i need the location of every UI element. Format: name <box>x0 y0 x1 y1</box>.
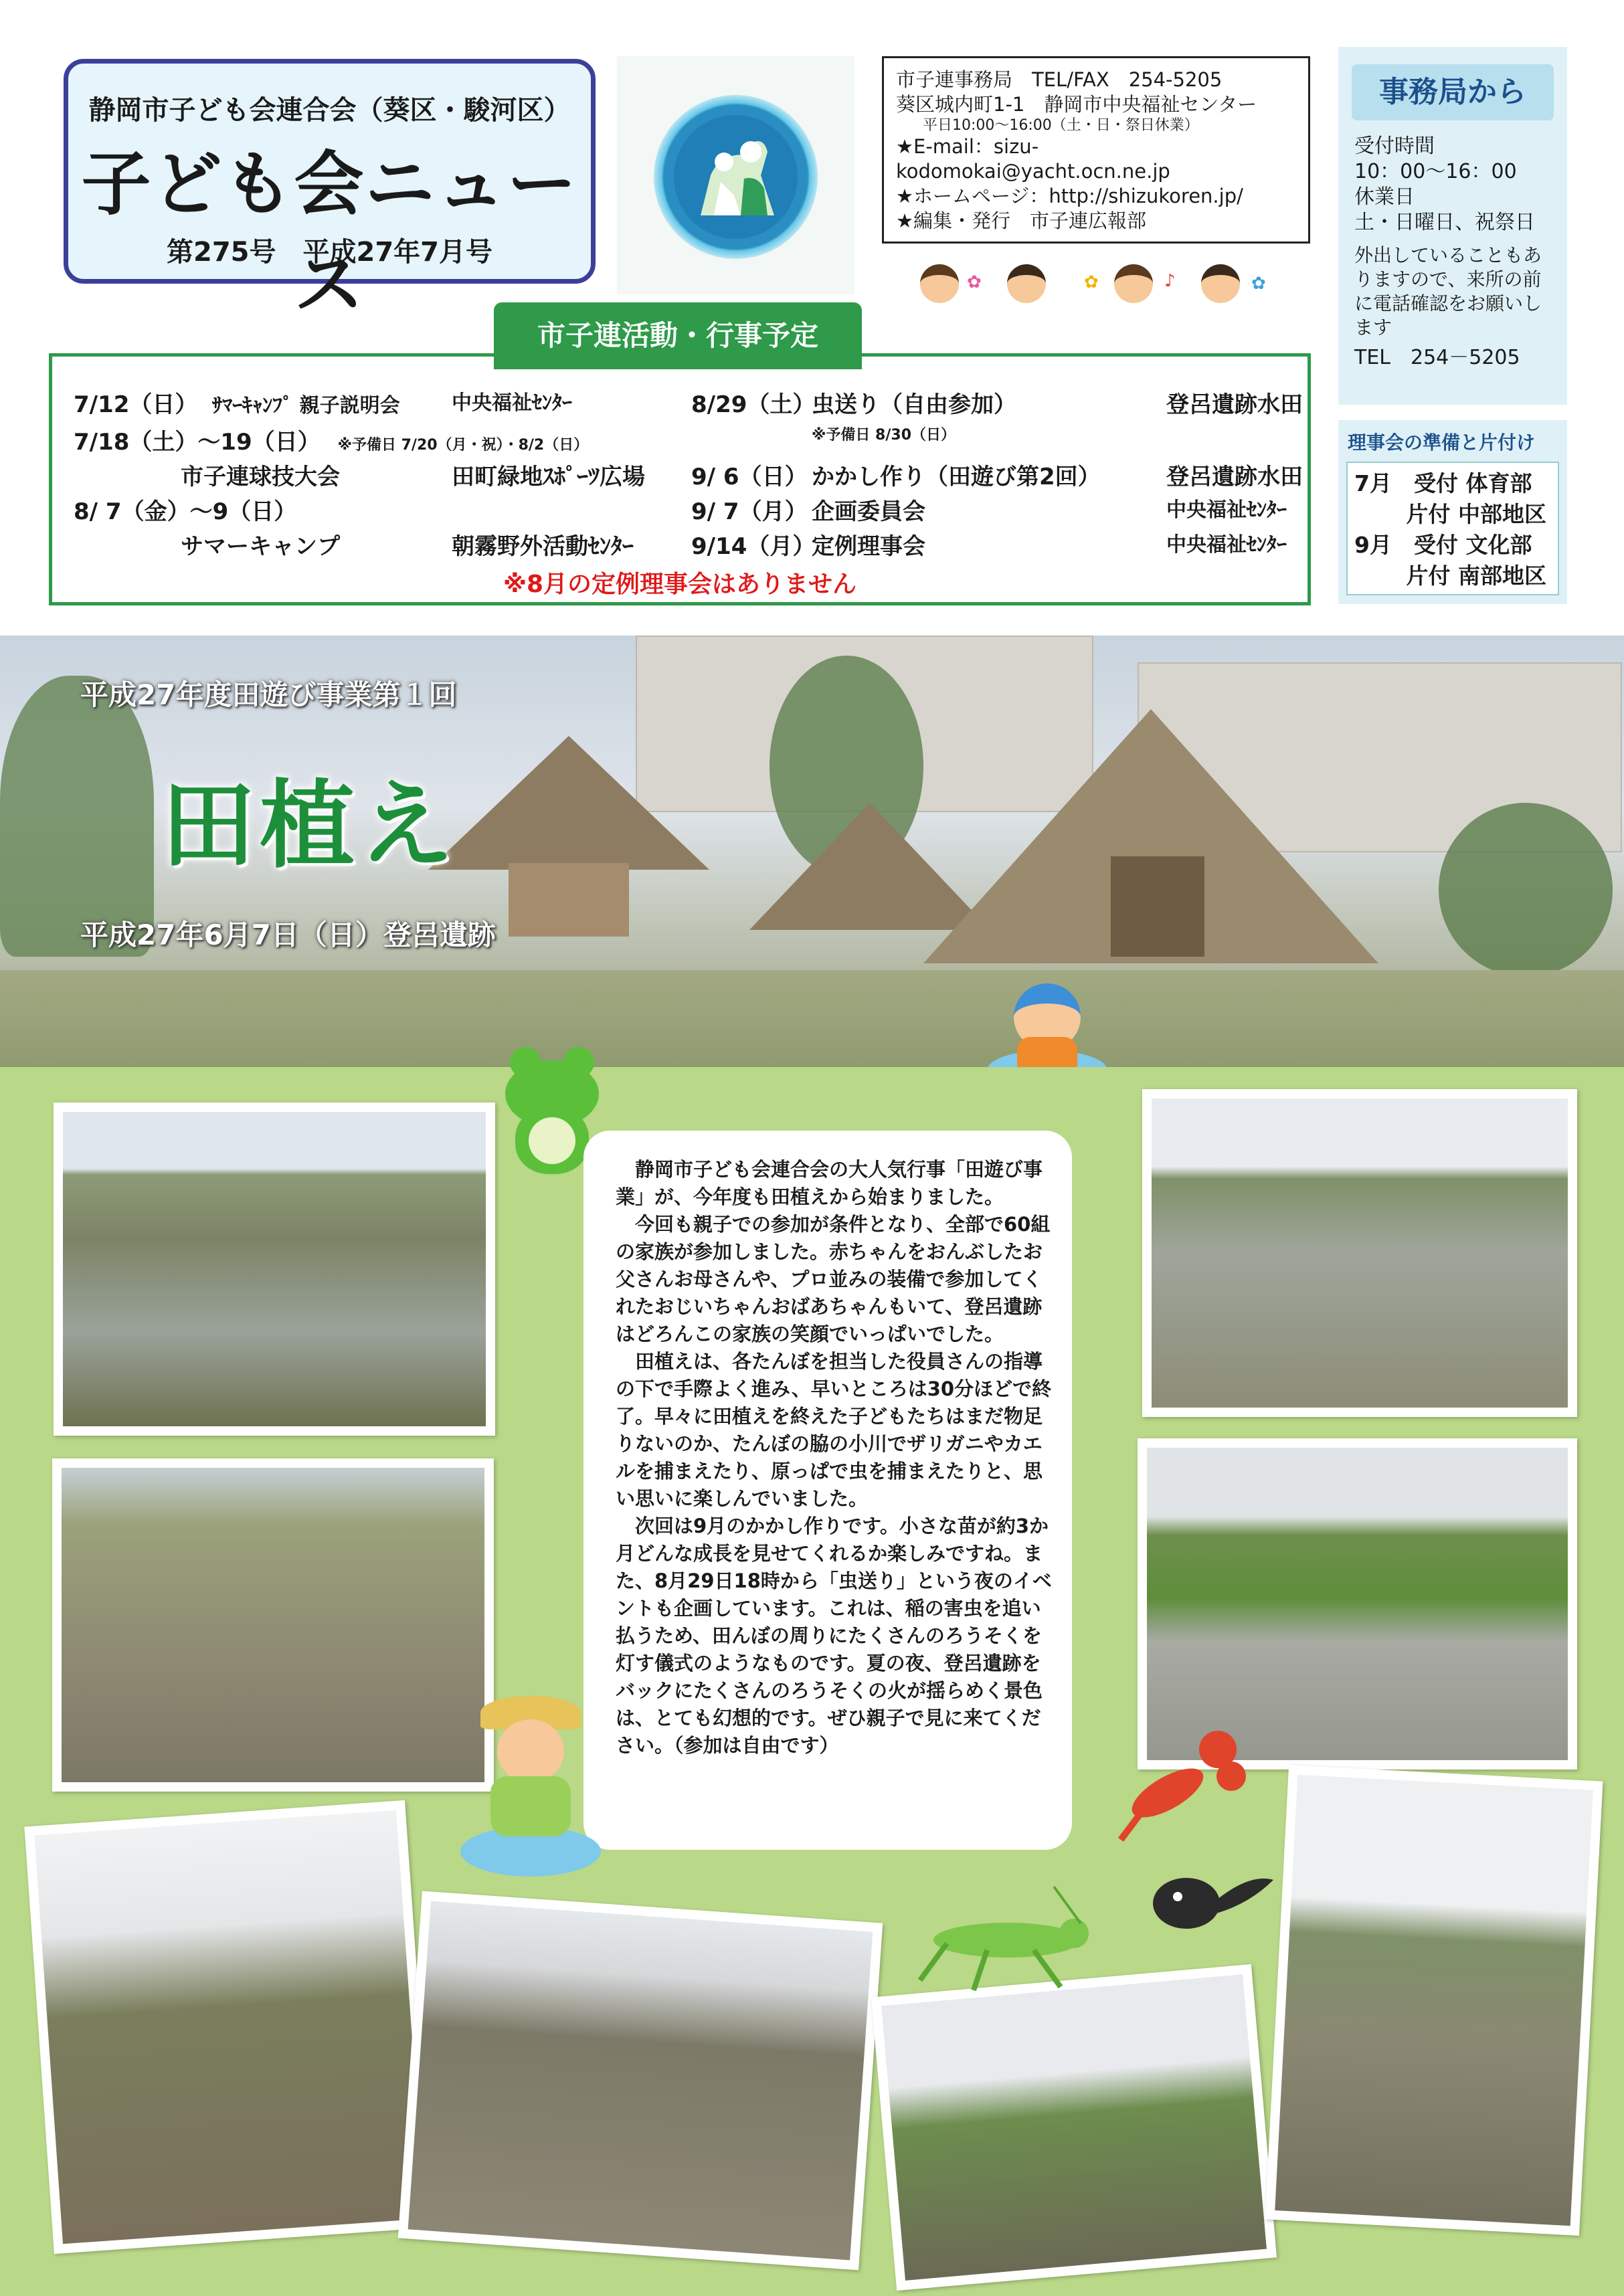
hut-doorway <box>1111 856 1204 957</box>
office-notice-panel <box>1338 47 1567 405</box>
schedule-note: ※予備日 7/20（月・祝）・8/2（日） <box>337 437 589 454</box>
flower-icon: ✿ <box>1251 274 1266 294</box>
reception-hours-label: 受付時間 <box>1354 134 1435 158</box>
duty-row: 9月 受付 文化部 <box>1354 532 1532 558</box>
photo-children-paddy <box>1265 1765 1603 2236</box>
schedule-note: ※予備日 8/30（日） <box>812 427 956 444</box>
board-duty-panel <box>1338 420 1567 604</box>
closed-days-value: 土・日曜日、祝祭日 <box>1354 211 1535 234</box>
office-phone: 市子連事務局 TEL/FAX 254-5205 <box>896 68 1223 91</box>
schedule-date: 8/ 7（金）～9（日） <box>74 498 297 525</box>
office-email[interactable]: ★E-mail：sizu-kodomokai@yacht.ocn.ne.jp <box>896 135 1170 183</box>
schedule-event: 定例理事会 <box>812 533 925 560</box>
newsletter-title: 子ども会ニュース <box>81 143 578 325</box>
logo-icon <box>654 95 818 259</box>
thatched-roof <box>428 736 709 870</box>
photo-rice-paddy-1 <box>54 1103 495 1436</box>
duty-row: 7月 受付 体育部 <box>1354 470 1532 496</box>
logo-emblem <box>674 115 798 239</box>
schedule-event: 企画委員会 <box>812 498 925 525</box>
logo-panel <box>617 56 854 294</box>
schedule-tab: 市子連活動・行事予定 <box>494 302 862 369</box>
schedule-date: 9/14（月） <box>691 533 816 560</box>
schedule-event: ｻﾏｰｷｬﾝﾌﾟ 親子説明会 <box>212 394 400 417</box>
office-notice-body <box>1354 134 1555 371</box>
family-figures-icon <box>674 115 798 239</box>
schedule-date: 7/18（土）～19（日） <box>74 429 321 456</box>
article-paragraph: 次回は9月のかかし作りです。小さな苗が約3か月どんな成長を見せてくれるか楽しみですね。また、8月29日18時から「虫送り」という夜のイベントも企画しています。これは、稲の害虫を追い払うため、田んぼの周りにたくさんのろうそくを灯す儀式のようなものです。夏の夜、登呂遺跡をバックにたくさんのろうそくの火が揺らめく景色は、とても幻想的です。ぜひ親子で見に来てください。（参加は自由です） <box>616 1515 1052 1757</box>
grandpa-planting-illustration <box>460 1696 608 1883</box>
schedule-place: 朝霧野外活動ｾﾝﾀｰ <box>452 533 634 560</box>
child-face-icon <box>1201 264 1240 303</box>
schedule-row <box>691 528 1300 561</box>
office-notice-heading: 事務局から <box>1352 64 1554 120</box>
kids-faces-decoration <box>920 264 1295 311</box>
board-duty-heading: 理事会の準備と片付け <box>1348 432 1536 454</box>
banner-photo <box>0 636 1624 1067</box>
ground <box>0 970 1624 1067</box>
banner-title: 田植え <box>161 771 458 881</box>
masthead <box>64 59 596 325</box>
tree <box>1439 803 1613 977</box>
tadpole-icon <box>1150 1867 1277 1940</box>
board-duty-list <box>1346 462 1559 595</box>
raised-storehouse <box>509 863 629 937</box>
closed-days-label: 休業日 <box>1354 185 1415 209</box>
flower-icon: ✿ <box>1084 272 1099 292</box>
schedule-event: サマーキャンプ <box>181 533 340 560</box>
banner-date-place: 平成27年6月7日（日）登呂遺跡 <box>80 919 496 951</box>
schedule-date: 7/12（日） <box>74 391 198 418</box>
child-face-icon <box>920 264 959 303</box>
schedule-date: 8/29（土） <box>691 391 816 418</box>
schedule-date: 9/ 7（月） <box>691 498 808 525</box>
schedule-box <box>49 353 1311 605</box>
schedule-event: 市子連球技大会 <box>181 464 340 490</box>
article-paragraph: 静岡市子ども会連合会の大人気行事「田遊び事業」が、今年度も田植えから始まりました。 <box>616 1158 1043 1208</box>
photo-rice-paddy-2 <box>1142 1089 1577 1417</box>
photo-washing-feet <box>871 1964 1277 2291</box>
duty-row: 片付 中部地区 <box>1354 501 1546 527</box>
schedule-row <box>74 493 296 526</box>
schedule-row <box>74 423 588 456</box>
schedule-row <box>74 386 572 419</box>
schedule-event: 虫送り（自由参加） <box>812 391 1016 418</box>
photo-planting-children <box>52 1458 494 1792</box>
office-publisher: ★編集・発行 市子連広報部 <box>896 209 1146 232</box>
schedule-row <box>691 493 1300 526</box>
duty-row: 片付 南部地区 <box>1354 563 1546 589</box>
office-homepage[interactable]: ★ホームページ：http://shizukoren.jp/ <box>896 185 1243 207</box>
music-note-icon: ♪ <box>1164 271 1176 291</box>
photo-family-planting <box>24 1800 434 2254</box>
schedule-place: 登呂遺跡水田 <box>1166 464 1303 490</box>
schedule-row <box>691 458 1303 491</box>
child-face-icon <box>1007 264 1046 303</box>
schedule-date: 9/ 6（日） <box>691 464 808 490</box>
office-tel: TEL 254－5205 <box>1354 346 1520 369</box>
schedule-place: 中央福祉ｾﾝﾀｰ <box>1166 498 1287 522</box>
issue-number: 第275号 平成27年7月号 <box>167 237 492 268</box>
organization-name: 静岡市子ども会連合会（葵区・駿河区） <box>88 95 571 126</box>
schedule-place: 登呂遺跡水田 <box>1166 391 1303 418</box>
child-face-icon <box>1114 264 1153 303</box>
schedule-event: かかし作り（田遊び第2回） <box>812 464 1101 490</box>
office-contact-box <box>882 56 1310 244</box>
photo-group-planting <box>398 1891 883 2271</box>
flower-icon: ✿ <box>967 272 982 292</box>
schedule-notice: ※8月の定例理事会はありません <box>503 571 857 598</box>
child-planting-illustration <box>977 970 1117 1067</box>
article-body <box>583 1131 1072 1850</box>
schedule-place: 中央福祉ｾﾝﾀｰ <box>1166 533 1287 557</box>
banner-subtitle: 平成27年度田遊び事業第１回 <box>80 678 457 711</box>
article-paragraph: 今回も親子での参加が条件となり、全部で60組の家族が参加しました。赤ちゃんをおんぶしたお父さんお母さんや、プロ並みの装備で参加してくれたおじいちゃんおばあちゃんもいて、登呂遺跡はどろんこの家族の笑顔でいっぱいでした。 <box>616 1213 1051 1345</box>
grasshopper-icon <box>907 1880 1107 2000</box>
schedule-row <box>691 386 1303 419</box>
article-paragraph: 田植えは、各たんぼを担当した役員さんの指導の下で手際よく進み、早いところは30分ほどで終了。早々に田植えを終えた子どもたちはまだ物足りないのか、たんぼの脇の小川でザリガニやカエルを捕まえたり、原っぱで虫を捕まえたりと、思い思いに楽しんでいました。 <box>616 1350 1052 1510</box>
office-address: 葵区城内町1-1 静岡市中央福祉センター <box>896 93 1257 116</box>
visit-notice: 外出していることもありますので、来所の前に電話確認をお願いします <box>1354 244 1542 339</box>
reception-hours-value: 10：00～16：00 <box>1354 160 1517 183</box>
schedule-place: 中央福祉ｾﾝﾀｰ <box>452 391 572 415</box>
office-hours: 平日10:00～16:00（土・日・祭日休業） <box>923 117 1199 134</box>
crayfish-icon <box>1114 1713 1255 1846</box>
schedule-place: 田町緑地ｽﾎﾟｰﾂ広場 <box>452 464 645 490</box>
